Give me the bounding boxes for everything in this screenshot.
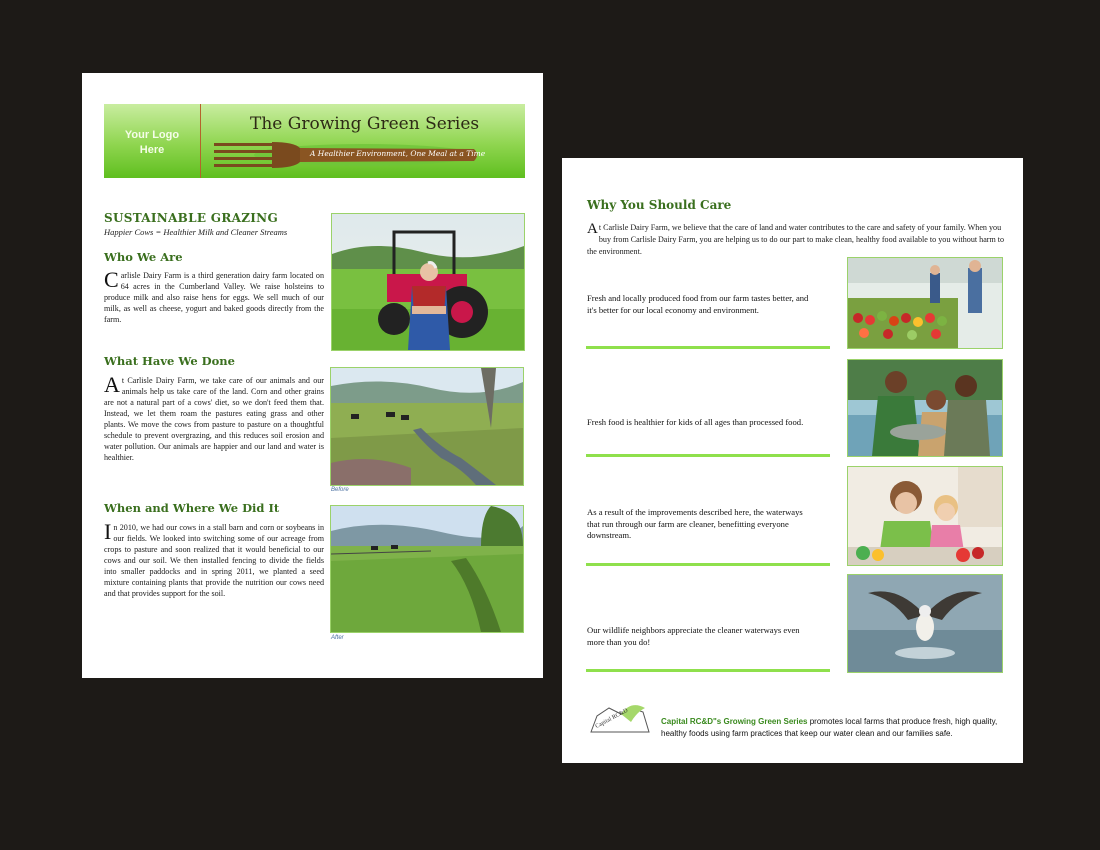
series-banner (104, 104, 525, 178)
logo-placeholder-line1: Your Logo (124, 129, 180, 141)
what-have-we-done-text (104, 372, 324, 463)
drop-cap: I (104, 519, 112, 544)
page-heading: SUSTAINABLE GRAZING (104, 211, 278, 225)
when-and-where-heading: When and Where We Did It (104, 501, 280, 515)
footer-series-name: Capital RC&D"s Growing Green Series (661, 717, 808, 726)
after-caption: After (331, 635, 344, 641)
footer-body: promotes local farms that produce fresh, high quality, healthy foods using farm practices that keep our water clean and our families safe. (661, 717, 998, 738)
when-and-where-body: n 2010, we had our cows in a stall barn and corn or soybeans in our fields. We looked into switching some of our acreage from crops to pasture and soon realized that it would beneficial to our cows and our soil. We then installed fencing to divide the fields into smaller paddocks and in spring 2011, we planted a seed mixture containing plants that provide the nutrition our cows need and that provides support for the soil. (104, 523, 324, 598)
page-subheading: Happier Cows = Healthier Milk and Cleaner Streams (104, 227, 288, 237)
farmer-tractor-photo (331, 213, 525, 351)
family-fishing-photo (847, 359, 1003, 457)
banner-title: The Growing Green Series (250, 114, 480, 134)
after-pasture-photo (330, 505, 524, 633)
divider-rule (586, 454, 830, 457)
before-pasture-photo (330, 367, 524, 486)
who-we-are-heading: Who We Are (104, 250, 183, 264)
benefit-text-3: As a result of the improvements described here, the waterways that run through our farm are cleaner, benefitting everyone downstream. (587, 507, 803, 540)
divider-rule (586, 669, 830, 672)
capital-rcd-logo (587, 698, 657, 734)
osprey-photo (847, 574, 1003, 673)
benefit-text-1: Fresh and locally produced food from our farm tastes better, and it's better for our local economy and environment. (587, 293, 809, 315)
drop-cap: A (587, 221, 598, 237)
farmers-market-photo (847, 257, 1003, 349)
drop-cap: C (104, 267, 119, 292)
intro-body: t Carlisle Dairy Farm, we believe that the care of land and water contributes to the care and safety of your family. When you buy from Carlisle Dairy Farm, you are helping us to do our part to make clean, healthy food available to you without harm to the environment. (587, 223, 1005, 256)
benefit-text-2: Fresh food is healthier for kids of all ages than processed food. (587, 417, 804, 427)
logo-placeholder (104, 104, 201, 178)
flyer-page-1 (82, 73, 543, 678)
intro-text (587, 222, 1015, 258)
drop-cap: A (104, 372, 120, 397)
banner-subtitle: A Healthier Environment, One Meal at a Time (310, 149, 486, 158)
footer-text (661, 716, 1006, 738)
what-have-we-done-heading: What Have We Done (104, 354, 235, 368)
kids-vegetables-photo (847, 466, 1003, 566)
why-you-should-care-heading: Why You Should Care (587, 198, 732, 212)
flyer-page-2 (562, 158, 1023, 763)
logo-placeholder-line2: Here (139, 144, 165, 156)
divider-rule (586, 563, 830, 566)
what-have-we-done-body: t Carlisle Dairy Farm, we take care of our animals and our animals help us take care of the land. Corn and other grains are not a natural part of a cows' diet, so we don't feed them that. Instead, we let them roam the pastures eating grass and other plants. We move the cows from pasture to pasture on a thoughtful schedule to prevent overgrazing, and this reduces soil erosion and water pollution. Our animals are happier and our land and water is healthier. (104, 376, 324, 462)
who-we-are-body: arlisle Dairy Farm is a third generation dairy farm located on 64 acres in the Cumberland Valley. We raise holsteins to produce milk and also raise hens for eggs. We sell much of our milk, as well as cheese, yogurt and baked goods directly from the farm. (104, 271, 324, 324)
who-we-are-text (104, 267, 324, 325)
before-caption: Before (331, 487, 349, 493)
when-and-where-text (104, 519, 324, 599)
divider-rule (586, 346, 830, 349)
benefit-text-4: Our wildlife neighbors appreciate the cleaner waterways even more than you do! (587, 625, 800, 647)
logo-text: Capital RC&D (594, 707, 630, 730)
